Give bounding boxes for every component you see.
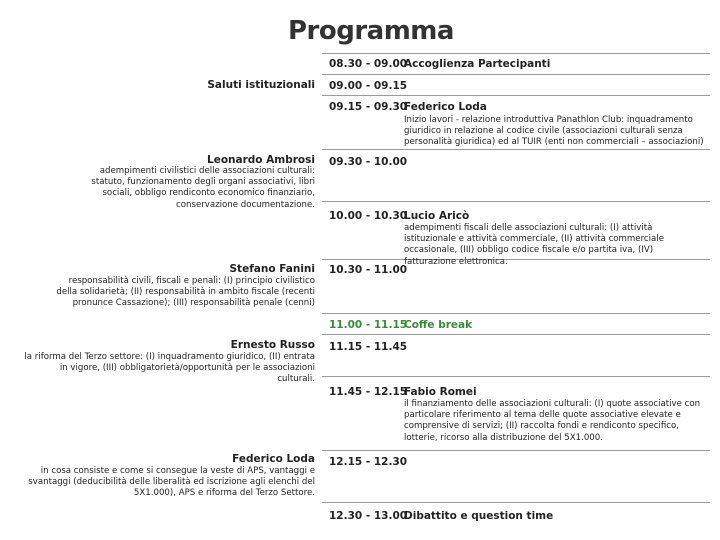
divider: [322, 53, 710, 54]
speaker-name: Lucio Aricò: [404, 210, 470, 222]
time-slot: 09.30 - 10.00: [329, 156, 408, 168]
divider: [322, 149, 710, 150]
time-slot: 11.45 - 12.15: [329, 386, 408, 398]
session-description: responsabilità civili, fiscali e penali: (I) principio civilistico della solidarietà; (II) responsabilità in ambito fiscale (recenti pronunce Cassazione); (III) responsabilità penale (cenni): [56, 276, 315, 309]
divider: [322, 450, 710, 451]
divider: [322, 502, 710, 503]
session-title: Coffe break: [404, 319, 473, 331]
time-slot: 11.00 - 11.15: [329, 319, 408, 331]
session-description: adempimenti civilistici delle associazioni culturali: statuto, funzionamento degli organi associativi, libri sociali, obbligo rendiconto economico finanziario, conservazione documentazione.: [91, 166, 315, 210]
speaker-name: Federico Loda: [232, 453, 315, 465]
divider: [322, 201, 710, 202]
time-slot: 09.00 - 09.15: [329, 80, 408, 92]
speaker-name: Stefano Fanini: [229, 263, 315, 275]
time-slot: 10.00 - 10.30: [329, 210, 408, 222]
divider: [322, 95, 710, 96]
session-description: Inizio lavori - relazione introduttiva Panathlon Club: inquadramento giuridico in relazione al codice civile (associazioni culturali senza personalità giuridica) ed al TUIR (enti non commerciali – associazioni): [404, 115, 704, 148]
divider: [322, 376, 710, 377]
time-slot: 08.30 - 09.00: [329, 58, 408, 70]
session-title: Accoglienza Partecipanti: [404, 58, 551, 70]
time-slot: 11.15 - 11.45: [329, 341, 408, 353]
session-description: in cosa consiste e come si consegue la veste di APS, vantaggi e svantaggi (deducibilità delle liberalità ed iscrizione agli elenchi del 5X1.000), APS e riforma del Terzo Settore.: [28, 466, 315, 499]
page-title: Programma: [288, 16, 454, 46]
time-slot: 12.15 - 12.30: [329, 456, 408, 468]
time-slot: 09.15 - 09.30: [329, 101, 408, 113]
session-description: la riforma del Terzo settore: (I) inquadramento giuridico, (II) entrata in vigore, (III) obbligatorietà/opportunità per le associazioni culturali.: [24, 352, 315, 385]
speaker-name: Leonardo Ambrosi: [207, 154, 315, 166]
divider: [322, 334, 710, 335]
speaker-name: Fabio Romei: [404, 386, 477, 398]
time-slot: 10.30 - 11.00: [329, 264, 408, 276]
divider: [322, 313, 710, 314]
session-description: il finanziamento delle associazioni culturali: (I) quote associative con particolare riferimento al tema delle quote associative elevate e comprensive di servizi; (II) raccolta fondi e rendiconto specifico, lotterie, ricorso alla distribuzione del 5X1.000.: [404, 399, 701, 443]
session-title: Dibattito e question time: [404, 510, 554, 522]
divider: [322, 74, 710, 75]
session-title: Saluti istituzionali: [207, 79, 315, 91]
session-description: adempimenti fiscali delle associazioni culturali: (I) attività istituzionale e attività commerciale, (II) attività commerciale occasionale, (III) obbligo codice fiscale e/o partita iva, (IV) fatturazione elettronica.: [404, 223, 664, 267]
speaker-name: Federico Loda: [404, 101, 487, 113]
time-slot: 12.30 - 13.00: [329, 510, 408, 522]
speaker-name: Ernesto Russo: [230, 339, 315, 351]
